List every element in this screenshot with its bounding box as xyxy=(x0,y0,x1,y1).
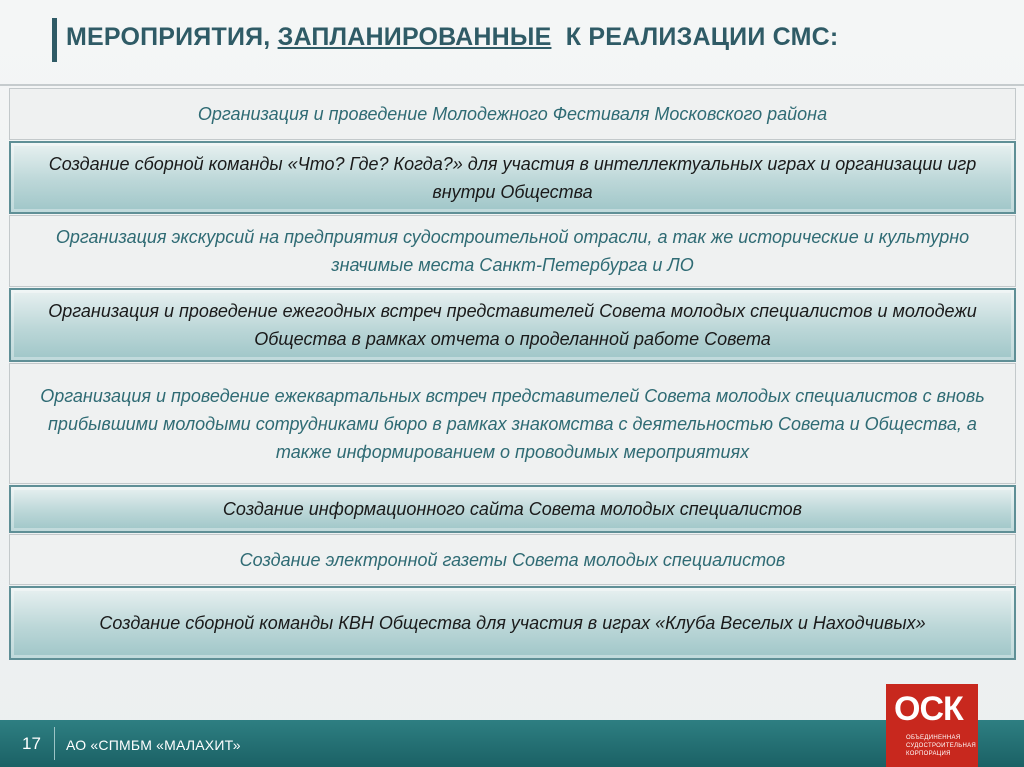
page-number: 17 xyxy=(22,734,41,753)
event-text-4: Организация и проведение ежегодных встреч представителей Совета молодых специалистов и молодежи Общества в рамках отчета о проделанной работе Совета xyxy=(48,301,977,349)
footer-separator xyxy=(54,727,55,760)
event-row-2 xyxy=(9,141,1016,214)
event-row-3 xyxy=(9,215,1016,287)
event-text-2: Создание сборной команды «Что? Где? Когда?» для участия в интеллектуальных играх и организации игр внутри Общества xyxy=(48,153,977,202)
title-part-3: К РЕАЛИЗАЦИИ СМС: xyxy=(551,23,839,51)
event-row-8 xyxy=(9,586,1016,660)
event-text-3: Организация экскурсий на предприятия судостроительной отрасли, а так же исторические и культурно значимые места Санкт-Петербурга и ЛО xyxy=(55,227,970,275)
event-text-5: Организация и проведение ежеквартальных встреч представителей Совета молодых специалистов с вновь прибывшими молодыми сотрудниками бюро в рамках знакомства с деятельностью Совета и Общества, а также информированием о проводимых мероприятиях xyxy=(40,385,985,462)
event-row-1 xyxy=(9,88,1016,140)
event-text-8: Создание сборной команды КВН Общества для участия в играх «Клуба Веселых и Находчивых» xyxy=(99,613,926,633)
title-part-1: МЕРОПРИЯТИЯ, xyxy=(66,23,278,51)
title-accent-bar xyxy=(52,18,57,62)
event-row-7 xyxy=(9,534,1016,585)
event-text-1: Организация и проведение Молодежного Фестиваля Московского района xyxy=(197,104,828,124)
event-row-6 xyxy=(9,485,1016,533)
title-part-2: ЗАПЛАНИРОВАННЫЕ xyxy=(277,23,552,51)
logo-caption: ОБЪЕДИНЕННАЯ СУДОСТРОИТЕЛЬНАЯ КОРПОРАЦИЯ xyxy=(906,735,977,757)
logo-mark: ОСК xyxy=(894,690,963,728)
page-title xyxy=(66,23,838,52)
osk-logo xyxy=(886,684,978,767)
event-text-6: Создание информационного сайта Совета молодых специалистов xyxy=(222,499,803,519)
header-divider xyxy=(0,84,1024,86)
event-row-5 xyxy=(9,363,1016,484)
event-text-7: Создание электронной газеты Совета молодых специалистов xyxy=(239,549,786,570)
event-row-4 xyxy=(9,288,1016,362)
company-name: АО «СПМБМ «МАЛАХИТ» xyxy=(66,737,241,753)
